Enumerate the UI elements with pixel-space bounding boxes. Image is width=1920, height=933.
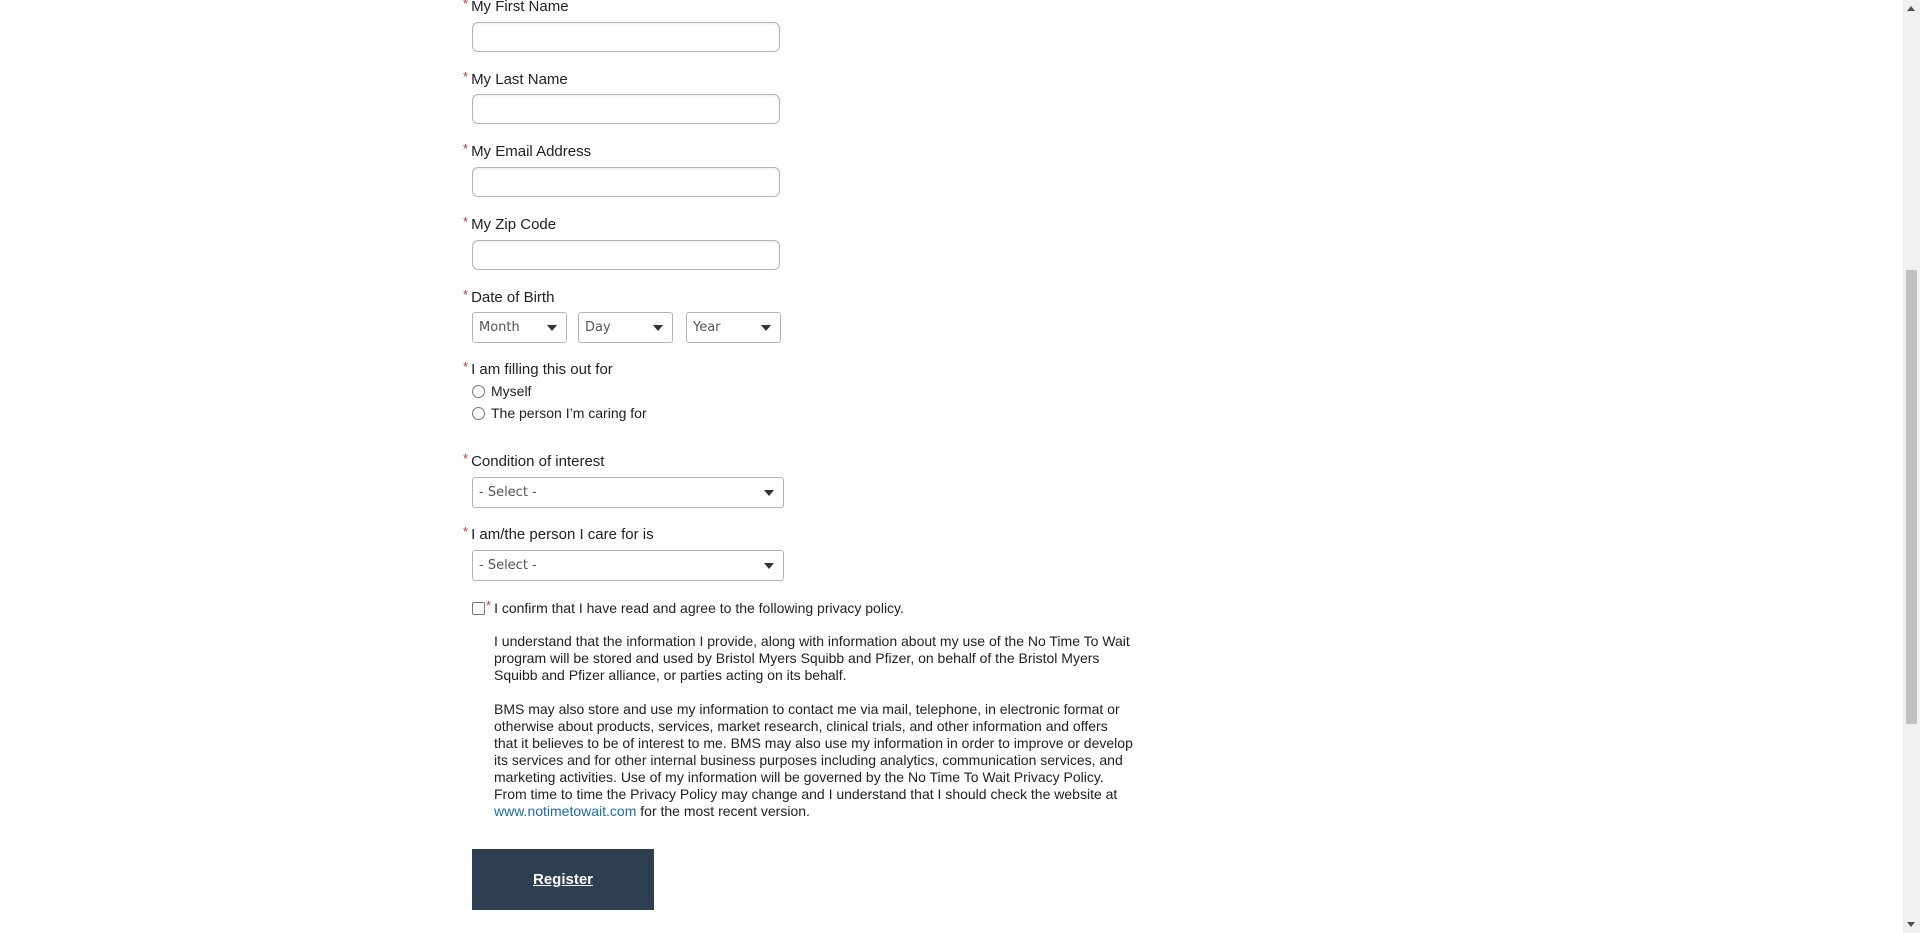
required-mark: * bbox=[463, 287, 469, 302]
register-button[interactable]: Register bbox=[472, 849, 654, 910]
dob-year-value: Year bbox=[693, 320, 721, 335]
privacy-policy-text bbox=[494, 633, 1134, 837]
notimetowait-link[interactable]: www.notimetowait.com bbox=[494, 803, 637, 819]
person-is-value: - Select - bbox=[479, 558, 537, 573]
last-name-input[interactable] bbox=[472, 94, 780, 124]
chevron-down-icon bbox=[764, 563, 774, 569]
email-input[interactable] bbox=[472, 167, 780, 197]
filling-for-label: * I am filling this out for bbox=[463, 359, 613, 378]
dob-year-select[interactable] bbox=[686, 312, 781, 343]
chevron-down-icon bbox=[764, 490, 774, 496]
condition-value: - Select - bbox=[479, 485, 537, 500]
radio-option-person-caring-for[interactable] bbox=[472, 404, 647, 422]
required-mark: * bbox=[463, 141, 469, 156]
chevron-down-icon bbox=[761, 325, 771, 331]
zip-input[interactable] bbox=[472, 240, 780, 270]
dob-day-select[interactable] bbox=[578, 312, 673, 343]
first-name-input[interactable] bbox=[472, 22, 780, 52]
required-mark: * bbox=[463, 0, 469, 11]
radio-button[interactable] bbox=[472, 407, 485, 420]
privacy-paragraph-2: BMS may also store and use my information to contact me via mail, telephone, in electronic format or otherwise about products, services, market research, clinical trials, and other information and offers that it believes to be of interest to me. BMS may also use my information in order to improve or develop its services and for other internal business purposes including analytics, communication services, and marketing activities. Use of my information will be governed by the No Time To Wait Privacy Policy. From time to time the Privacy Policy may change and I understand that I should check the website at www.notimetowait.com for the most recent version. bbox=[494, 701, 1133, 819]
dob-label: * Date of Birth bbox=[463, 287, 555, 306]
first-name-label: * My First Name bbox=[463, 0, 569, 16]
last-name-label: * My Last Name bbox=[463, 69, 568, 88]
vertical-scrollbar[interactable] bbox=[1903, 0, 1920, 933]
radio-label: Myself bbox=[491, 383, 532, 399]
required-mark: * bbox=[463, 451, 469, 466]
zip-label: * My Zip Code bbox=[463, 214, 557, 233]
scroll-down-arrow-icon[interactable] bbox=[1907, 922, 1915, 927]
condition-label: * Condition of interest bbox=[463, 451, 605, 470]
email-label: * My Email Address bbox=[463, 141, 592, 160]
dob-day-value: Day bbox=[585, 320, 611, 335]
privacy-confirm-label: * I confirm that I have read and agree to the following privacy policy. bbox=[486, 598, 904, 616]
privacy-paragraph-1: I understand that the information I provide, along with information about my use of the No Time To Wait program will be stored and used by Bristol Myers Squibb and Pfizer, on behalf of the Bristol Myers Squibb and Pfizer alliance, or parties acting on its behalf. bbox=[494, 633, 1130, 683]
radio-label: The person I’m caring for bbox=[491, 405, 647, 421]
person-is-label: * I am/the person I care for is bbox=[463, 524, 654, 543]
required-mark: * bbox=[463, 214, 469, 229]
scroll-up-arrow-icon[interactable] bbox=[1907, 6, 1915, 11]
required-mark: * bbox=[486, 598, 492, 613]
scrollbar-thumb[interactable] bbox=[1906, 270, 1917, 724]
person-is-select[interactable] bbox=[472, 550, 784, 581]
chevron-down-icon bbox=[653, 325, 663, 331]
privacy-checkbox[interactable] bbox=[472, 602, 485, 615]
dob-month-select[interactable] bbox=[472, 312, 567, 343]
radio-button[interactable] bbox=[472, 385, 485, 398]
condition-select[interactable] bbox=[472, 477, 784, 508]
required-mark: * bbox=[463, 69, 469, 84]
required-mark: * bbox=[463, 524, 469, 539]
required-mark: * bbox=[463, 359, 469, 374]
chevron-down-icon bbox=[547, 325, 557, 331]
dob-month-value: Month bbox=[479, 320, 520, 335]
radio-option-myself[interactable] bbox=[472, 382, 531, 400]
